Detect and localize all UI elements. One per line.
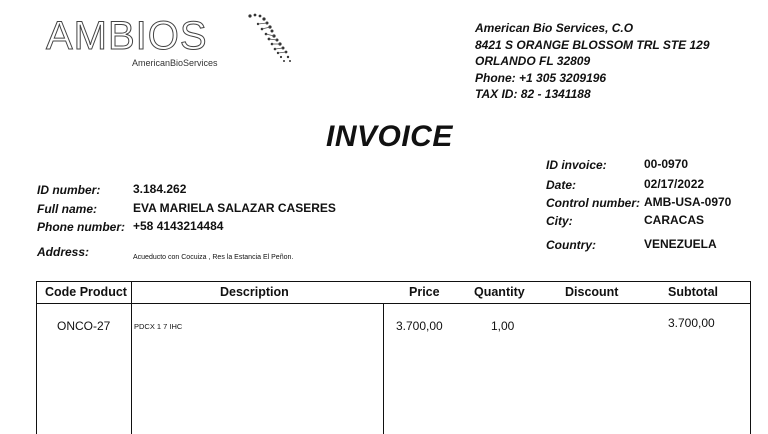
address-value: Acueducto con Cocuiza , Res la Estancia El Peñon. xyxy=(133,254,294,261)
company-phone: Phone: +1 305 3209196 xyxy=(475,70,607,85)
full-name-label: Full name: xyxy=(37,202,98,216)
col-header-price: Price xyxy=(409,285,440,299)
col-header-subtotal: Subtotal xyxy=(668,285,718,299)
address-label: Address: xyxy=(37,245,90,259)
id-invoice-label: ID invoice: xyxy=(546,158,607,172)
company-city-line: ORLANDO FL 32809 xyxy=(475,54,591,68)
id-number-value: 3.184.262 xyxy=(133,182,187,196)
table-col-divider-2 xyxy=(383,303,384,434)
row-price: 3.700,00 xyxy=(396,319,443,333)
company-tax-id: TAX ID: 82 - 1341188 xyxy=(475,87,591,101)
company-name: American Bio Services, C.O xyxy=(475,21,634,35)
invoice-title: INVOICE xyxy=(326,120,453,153)
table-top-border xyxy=(36,281,750,282)
row-subtotal: 3.700,00 xyxy=(668,316,715,330)
phone-number-value: +58 4143214484 xyxy=(133,219,224,233)
city-value: CARACAS xyxy=(644,213,704,227)
full-name-value: EVA MARIELA SALAZAR CASERES xyxy=(133,201,336,215)
country-value: VENEZUELA xyxy=(644,237,717,251)
control-number-value: AMB-USA-0970 xyxy=(644,195,732,209)
country-label: Country: xyxy=(546,238,596,252)
row-description: PDCX 1 7 IHC xyxy=(134,322,183,331)
table-left-border xyxy=(36,281,37,434)
company-street: 8421 S ORANGE BLOSSOM TRL STE 129 xyxy=(475,37,710,52)
table-right-border xyxy=(750,281,751,434)
company-logo-wordmark: AMBIOS xyxy=(46,14,208,58)
date-label: Date: xyxy=(546,178,577,192)
dna-helix-icon xyxy=(244,10,294,66)
date-value: 02/17/2022 xyxy=(644,177,705,191)
col-header-discount: Discount xyxy=(565,285,619,299)
col-header-quantity: Quantity xyxy=(474,285,525,299)
table-header-border xyxy=(36,303,750,304)
city-label: City: xyxy=(546,214,573,228)
control-number-label: Control number: xyxy=(546,196,640,210)
id-invoice-value: 00-0970 xyxy=(644,157,689,171)
col-header-description: Description xyxy=(220,285,289,299)
table-col-divider-1 xyxy=(131,281,132,434)
phone-number-label: Phone number: xyxy=(37,220,126,234)
col-header-code: Code Product xyxy=(45,285,127,299)
company-info xyxy=(475,20,710,103)
row-quantity: 1,00 xyxy=(491,319,515,333)
company-logo-tagline: AmericanBioServices xyxy=(132,58,218,68)
id-number-label: ID number: xyxy=(37,183,101,197)
row-code: ONCO-27 xyxy=(57,319,111,333)
